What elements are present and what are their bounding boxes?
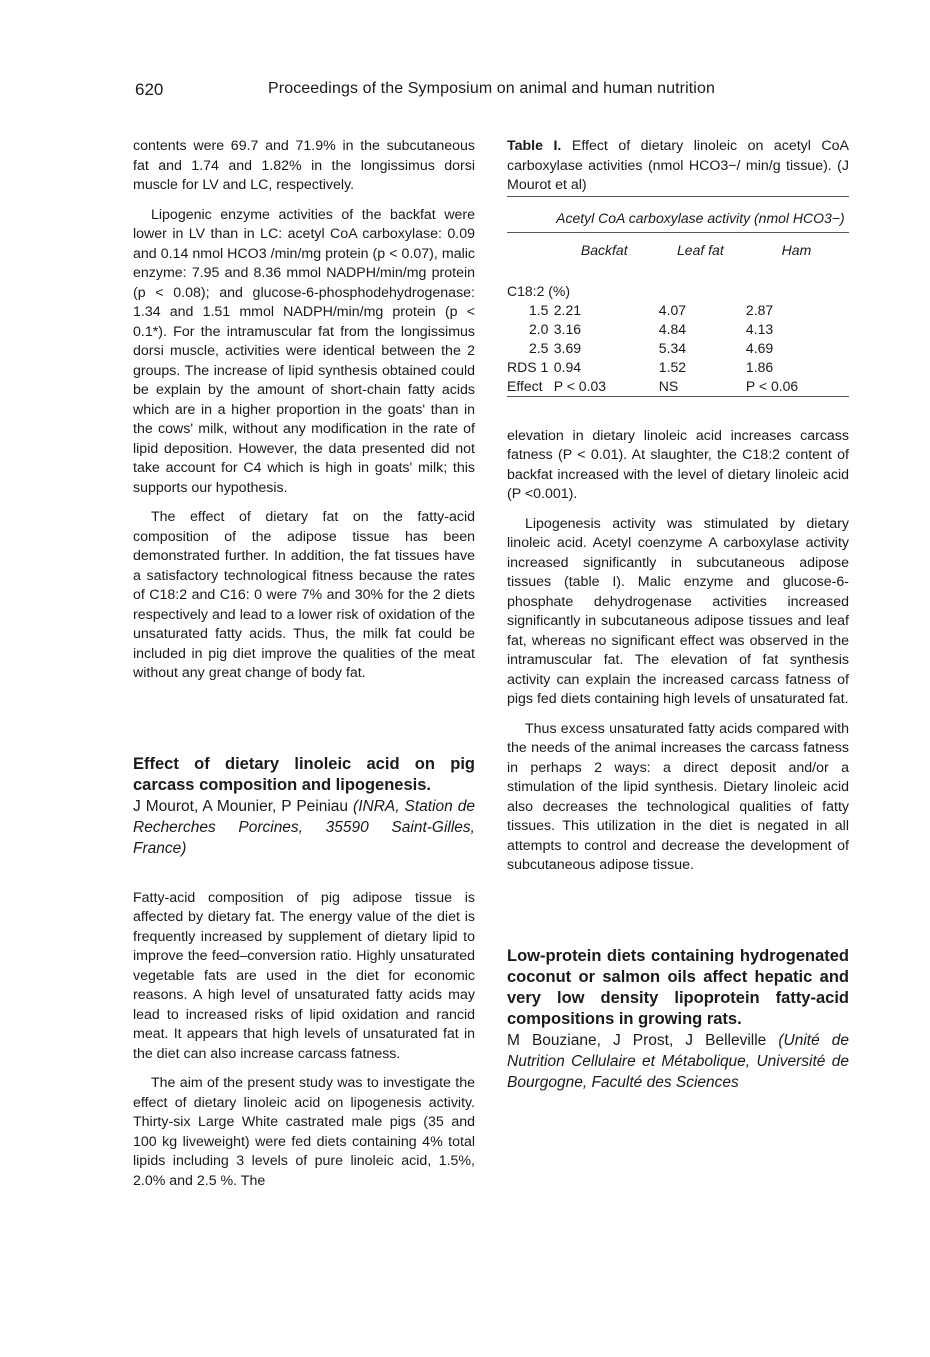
table-cell: NS (658, 377, 679, 394)
page-number: 620 (135, 80, 164, 99)
authors (507, 1030, 849, 1093)
row-label: 2.0 (529, 320, 549, 337)
table-cell: 3.69 (553, 339, 582, 356)
table-cell: P < 0.06 (745, 377, 799, 394)
column-header: Ham (781, 241, 812, 258)
affiliation: (Unité de Nutrition Cellulaire et Métabolique, Université de Bourgogne, Faculté des Sciences (507, 1031, 849, 1091)
paragraph: Lipogenic enzyme activities of the backfat were lower in LV than in LC: acetyl CoA carboxylase: 0.09 and 0.14 nmol HCO3 /min/mg protein (p < 0.07), malic enzyme: 7.95 and 8.36 mmol NADPH/min/mg protein (p < 0.08); and glucose-6-phosphodehydrogenase: 1.34 and 1.51 mmol NADPH/min/mg protein (p < 0.1*). For the intramuscular fat from the longissimus dorsi muscle, activities were identical between the 2 groups. The increase of lipid synthesis obtained could be explain by the amount of short-chain fatty acids which are in a higher proportion in the goats' than in the cows' milk, without any modification in the rate of lipid deposition. However, the data presented did not take account for C4 which is high in goats' milk; this supports our hypothesis. (133, 206, 475, 496)
data-table (507, 196, 849, 401)
author-names: M Bouziane, J Prost, J Belleville (507, 1031, 767, 1049)
paragraph: contents were 69.7 and 71.9% in the subcutaneous fat and 1.74 and 1.82% in the longissimus dorsi muscle for LV and LC, respectively. (133, 138, 475, 193)
table-label: Table I. (507, 138, 562, 154)
table-row (507, 339, 849, 358)
table-row (507, 358, 849, 377)
table-cell: 4.07 (658, 301, 687, 318)
table-cell: 1.52 (658, 358, 687, 375)
row-label: RDS 1 (507, 358, 549, 375)
table-row (507, 320, 849, 339)
table-row (507, 377, 849, 397)
table-cell: 1.86 (745, 358, 774, 375)
authors (133, 796, 475, 859)
column-header: Backfat (580, 241, 628, 258)
column-header: Leaf fat (677, 241, 724, 258)
running-head: Proceedings of the Symposium on animal and human nutrition (268, 80, 715, 97)
table-cell: 5.34 (658, 339, 687, 356)
table-row (507, 301, 849, 320)
row-label: 2.5 (529, 339, 549, 356)
table-group-header: Acetyl CoA carboxylase activity (nmol HCO3−) (556, 209, 845, 226)
affiliation: (INRA, Station de Recherches Porcines, 35590 Saint-Gilles, France) (133, 797, 476, 857)
table-section-label: C18:2 (%) (507, 282, 571, 299)
section-heading: Effect of dietary linoleic acid on pig carcass composition and lipogenesis. (133, 754, 475, 794)
table-caption (507, 137, 849, 196)
table-cell: 4.69 (745, 339, 774, 356)
table-cell: 0.94 (553, 358, 582, 375)
paragraph: Thus excess unsaturated fatty acids compared with the needs of the animal increases the carcass fatness in perhaps 2 ways: a direct deposit and/or a stimulation of the lipid synthesis. Dietary linoleic acid also decreases the technological qualities of fatty tissues. This utilization in the diet is negated in all attempts to control and decrease the development of subcutaneous adipose tissue. (507, 720, 849, 873)
author-names: J Mourot, A Mounier, P Peiniau (133, 797, 349, 815)
table-cell: 4.84 (658, 320, 687, 337)
paragraph: Fatty-acid composition of pig adipose tissue is affected by dietary fat. The energy value of the diet is frequently increased by supplement of dietary lipid to improve the feed–conversion ratio. Highly unsaturated vegetable fats are used in the diet for economic reasons. A high level of unsaturated fatty acids may lead to increased risks of lipid oxidation and rancid meat. It appears that high levels of unsaturated fat in the diet can also increase carcass fatness. (133, 889, 475, 1062)
row-label: Effect (507, 377, 543, 394)
paragraph: Lipogenesis activity was stimulated by dietary linoleic acid. Acetyl coenzyme A carboxylase activity increased significantly in subcutaneous adipose tissues (table I). Malic enzyme and glucose-6-phosphate dehydrogenase activities increased significantly in subcutaneous adipose tissues and leaf fat, whereas no significant effect was observed in the intramuscular fat. The elevation of fat synthesis activity can explain the increased carcass fatness of pigs fed diets containing high levels of unsaturated fat. (507, 515, 849, 707)
paragraph: elevation in dietary linoleic acid increases carcass fatness (P < 0.01). At slaughter, the C18:2 content of backfat increased with the level of dietary linoleic acid (P <0.001). (507, 427, 849, 502)
section-heading: Low-protein diets containing hydrogenated coconut or salmon oils affect hepatic and very low density lipoprotein fatty-acid compositions in growing rats. (507, 946, 849, 1028)
paragraph: The aim of the present study was to investigate the effect of dietary linoleic acid on lipogenesis activity. Thirty-six Large White castrated male pigs (35 and 100 kg liveweight) were fed diets containing 4% total lipids including 3 levels of pure linoleic acid, 1.5%, 2.0% and 2.5 %. The (133, 1075, 475, 1189)
table-cell: 4.13 (745, 320, 774, 337)
table-cell: 2.87 (745, 301, 774, 318)
table-cell: P < 0.03 (553, 377, 607, 394)
table-cell: 3.16 (553, 320, 582, 337)
row-label: 1.5 (529, 301, 549, 318)
table-cell: 2.21 (553, 301, 582, 318)
left-column (133, 137, 475, 1191)
paragraph: The effect of dietary fat on the fatty-acid composition of the adipose tissue has been demonstrated further. In addition, the fat tissues have a satisfactory technological fitness because the rates of C18:2 and C16: 0 were 7% and 30% for the 2 diets respectively and lead to a lower risk of oxidation of the unsaturated fatty acids. Thus, the milk fat could be included in pig diet improve the qualities of the meat without any great change of body fat. (133, 509, 475, 681)
table-caption-text: Effect of dietary linoleic on acetyl CoA carboxylase activities (nmol HCO3−/ min/g tissue). (J Mourot et al) (507, 138, 849, 193)
right-column (507, 137, 849, 1093)
